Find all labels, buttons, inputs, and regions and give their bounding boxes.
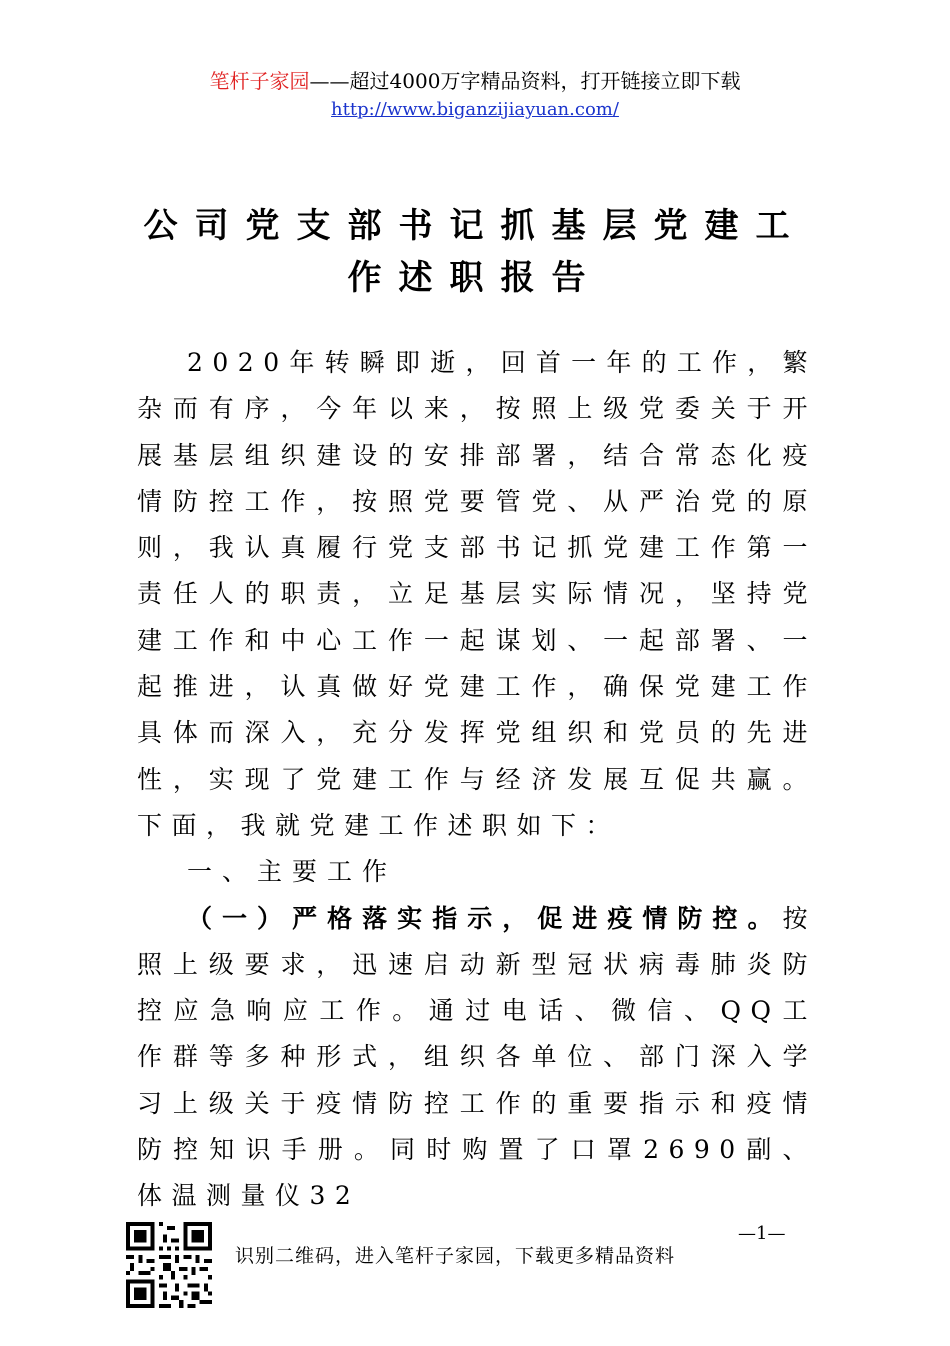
section-heading: 一、主要工作 <box>187 857 398 887</box>
title-line-1: 公司党支部书记抓基层党建工 <box>143 206 807 246</box>
qr-caption: 识别二维码，进入笔杆子家园，下载更多精品资料 <box>235 1245 676 1267</box>
header-banner <box>0 66 950 96</box>
brand-name: 笔杆子家园 <box>209 69 310 93</box>
header-tagline: ——超过4000万字精品资料，打开链接立即下载 <box>309 69 741 93</box>
title-line-2: 作述职报告 <box>347 258 603 298</box>
intro-paragraph: 2020年转瞬即逝，回首一年的工作，繁杂而有序，今年以来，按照上级党委关于开展基层组织建设的安排部署，结合常态化疫情防控工作，按照党要管党、从严治党的原则，我认真履行党支部书记抓党建工作第一责任人的职责，立足基层实际情况，坚持党建工作和中心工作一起谋划、一起部署、一起推进，认真做好党建工作，确保党建工作具体而深入，充分发挥党组织和党员的先进性，实现了党建工作与经济发展互促共赢。下面，我就党建工作述职如下： <box>137 348 817 840</box>
document-title <box>0 200 950 304</box>
site-link[interactable]: http://www.biganzijiayuan.com/ <box>331 99 619 120</box>
document-body <box>137 340 817 1220</box>
page-header <box>0 66 950 122</box>
subsection-title: （一）严格落实指示，促进疫情防控。 <box>187 903 783 933</box>
page-number: —1— <box>738 1223 786 1244</box>
qr-code-icon[interactable] <box>126 1222 212 1308</box>
subsection-paragraph <box>137 896 817 1220</box>
subsection-text: 按照上级要求，迅速启动新型冠状病毒肺炎防控应急响应工作。通过电话、微信、QQ工作群等多种形式，组织各单位、部门深入学习上级关于疫情防控工作的重要指示和疫情防控知识手册。同时购置了口罩2690副、体温测量仪32 <box>137 903 817 1211</box>
